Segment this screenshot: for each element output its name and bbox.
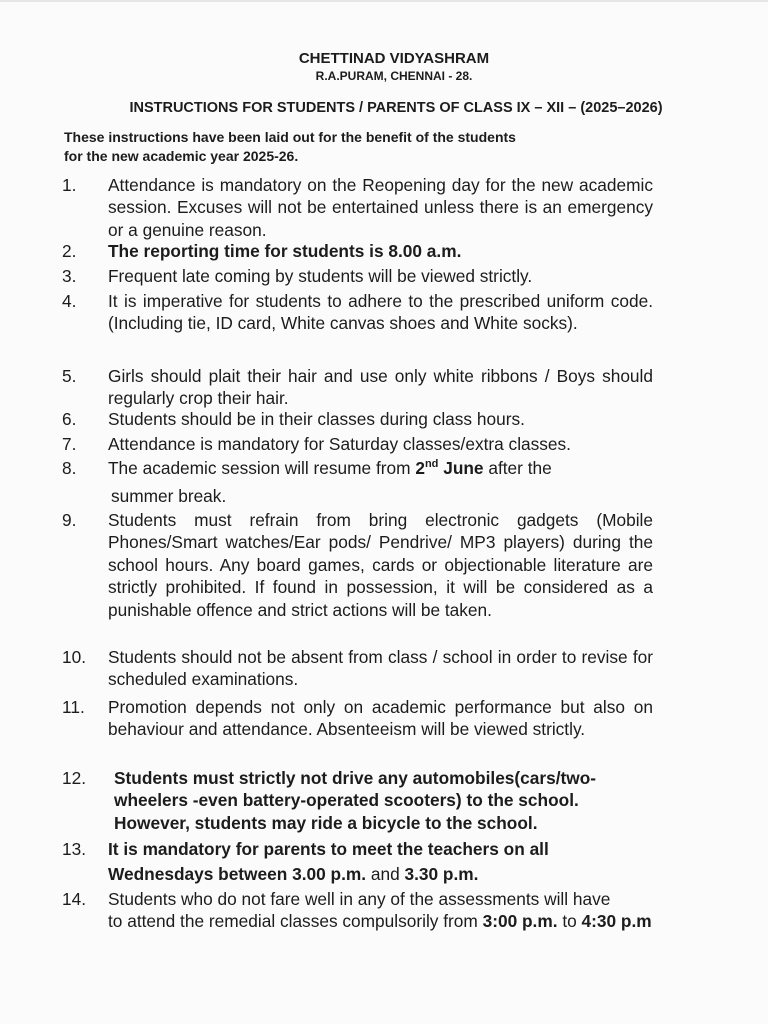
item-text-part: to [557, 911, 582, 932]
date-day: 2 [415, 458, 425, 478]
item-line: It is mandatory for parents to meet the teachers on all [108, 839, 549, 859]
item-text-part: after the [483, 458, 552, 478]
item-text [108, 457, 748, 479]
item-text-part: The academic session will resume from [108, 458, 416, 478]
item-number: 3. [62, 266, 77, 286]
scan-edge [0, 0, 768, 2]
time-end: 3.30 p.m. [404, 864, 479, 885]
date-month: June [438, 458, 484, 478]
item-text: Girls should plait their hair and use only white ribbons / Boys should regularly crop their hair. [108, 366, 653, 409]
item-number: 7. [62, 434, 77, 454]
item-text [108, 888, 758, 933]
item-text: Students should not be absent from class / school in order to revise for scheduled examinations. [108, 647, 653, 690]
date-suffix: nd [424, 458, 439, 471]
item-number: 9. [62, 510, 77, 530]
item-line: Students who do not fare well in any of the assessments will have [108, 889, 611, 909]
item-text-part: and [366, 864, 405, 885]
time-end: 4:30 p.m [581, 911, 652, 932]
item-number: 6. [62, 409, 77, 429]
item-text: Attendance is mandatory for Saturday classes/extra classes. [108, 434, 571, 454]
item-text: Frequent late coming by students will be viewed strictly. [108, 266, 533, 286]
item-number: 4. [62, 291, 77, 311]
item-line [108, 863, 748, 885]
item-number: 14. [62, 889, 87, 909]
item-number: 1. [62, 175, 77, 195]
time-start: Wednesdays between 3.00 p.m. [108, 864, 367, 885]
item-text [108, 838, 748, 886]
item-line: wheelers -even battery-operated scooters) to the school. [114, 790, 579, 811]
item-number: 5. [62, 366, 77, 386]
item-text: The reporting time for students is 8.00 a.m. [108, 241, 462, 261]
item-number: 11. [62, 697, 85, 717]
intro-line: These instructions have been laid out for the benefit of the students [64, 129, 516, 145]
school-name: CHETTINAD VIDYASHRAM [298, 50, 490, 67]
item-text: Attendance is mandatory on the Reopening day for the new academic session. Excuses will not be entertained unless there is an emergency or a genuine reason. [108, 175, 653, 240]
item-number: 13. [62, 839, 87, 859]
school-address: R.A.PURAM, CHENNAI - 28. [315, 69, 473, 83]
item-line: However, students may ride a bicycle to the school. [114, 812, 538, 833]
intro-paragraph [64, 128, 724, 166]
item-number: 12. [62, 768, 87, 788]
item-line [108, 910, 758, 932]
document-title: INSTRUCTIONS FOR STUDENTS / PARENTS OF CLASS IX – XII – (2025–2026) [129, 100, 663, 116]
item-text-part: to attend the remedial classes compulsorily from [108, 911, 483, 932]
item-text: Students must refrain from bring electronic gadgets (Mobile Phones/Smart watches/Ear pods/ Pendrive/ MP3 players) during the school hours. Any board games, cards or objectionable literature are strictly prohibited. If found in possession, it will be considered as a punishable offence and strict actions will be taken. [108, 510, 653, 620]
intro-line: for the new academic year 2025-26. [64, 148, 299, 164]
item-text: summer break. [111, 486, 227, 506]
item-text: Promotion depends not only on academic performance but also on behaviour and attendance. Absenteeism will be viewed strictly. [108, 697, 653, 740]
item-line: Students must strictly not drive any automobiles(cars/two- [114, 768, 597, 788]
item-text: It is imperative for students to adhere to the prescribed uniform code. (Including tie, ID card, White canvas shoes and White socks). [108, 291, 653, 334]
item-number: 10. [62, 647, 87, 667]
time-start: 3:00 p.m. [482, 911, 558, 932]
item-text: Students should be in their classes during class hours. [108, 409, 525, 429]
item-number: 8. [62, 458, 77, 478]
item-text [114, 767, 754, 834]
item-number: 2. [62, 241, 77, 261]
